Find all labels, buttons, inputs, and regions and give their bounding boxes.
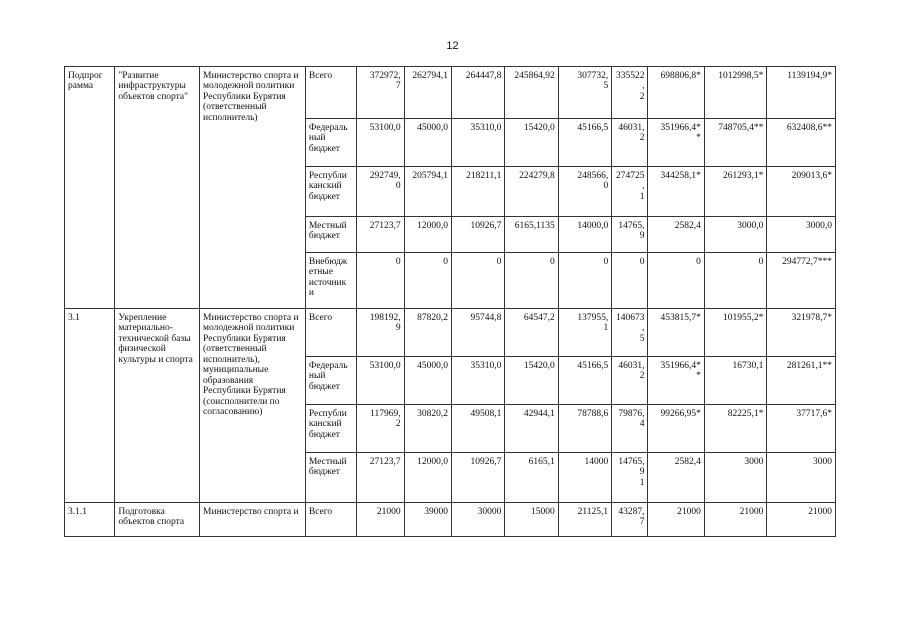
value-cell: 351966,4* * xyxy=(648,357,704,405)
funding-source-cell: Местный бюджет xyxy=(305,453,356,503)
value-cell: 79876,4 xyxy=(612,405,648,453)
funding-source-cell: Местный бюджет xyxy=(305,217,356,253)
value-cell: 14000,0 xyxy=(558,217,611,253)
value-cell: 248566, 0 xyxy=(558,167,611,217)
value-cell: 1012998,5* xyxy=(704,67,766,119)
page-number: 12 xyxy=(446,40,459,52)
value-cell: 14765,9 1 xyxy=(612,453,648,503)
value-cell: 198192, 9 xyxy=(357,309,404,357)
value-cell: 78788,6 xyxy=(558,405,611,453)
value-cell: 15420,0 xyxy=(505,119,558,167)
value-cell: 117969, 2 xyxy=(357,405,404,453)
value-cell: 45000,0 xyxy=(404,357,451,405)
value-cell: 245864,92 xyxy=(505,67,558,119)
value-cell: 21000 xyxy=(767,503,836,537)
value-cell: 16730,1 xyxy=(704,357,766,405)
program-code-cell: Подпрог рамма xyxy=(65,67,115,309)
value-cell: 209013,6* xyxy=(767,167,836,217)
value-cell: 0 xyxy=(404,253,451,309)
value-cell: 27123,7 xyxy=(357,453,404,503)
value-cell: 0 xyxy=(451,253,504,309)
value-cell: 321978,7* xyxy=(767,309,836,357)
value-cell: 39000 xyxy=(404,503,451,537)
value-cell: 45166,5 xyxy=(558,357,611,405)
value-cell: 6165,1 xyxy=(505,453,558,503)
value-cell: 0 xyxy=(558,253,611,309)
value-cell: 30000 xyxy=(451,503,504,537)
value-cell: 205794,1 xyxy=(404,167,451,217)
value-cell: 21000 xyxy=(704,503,766,537)
funding-source-cell: Федераль ный бюджет xyxy=(305,119,356,167)
value-cell: 30820,2 xyxy=(404,405,451,453)
program-name-cell: Укрепление материально-технической базы физической культуры и спорта xyxy=(115,309,200,503)
value-cell: 372972, 7 xyxy=(357,67,404,119)
value-cell: 632408,6** xyxy=(767,119,836,167)
value-cell: 351966,4* * xyxy=(648,119,704,167)
value-cell: 294772,7*** xyxy=(767,253,836,309)
value-cell: 15000 xyxy=(505,503,558,537)
funding-source-cell: Внебюдж етные источник и xyxy=(305,253,356,309)
value-cell: 218211,1 xyxy=(451,167,504,217)
value-cell: 274725, 1 xyxy=(612,167,648,217)
value-cell: 27123,7 xyxy=(357,217,404,253)
value-cell: 0 xyxy=(357,253,404,309)
value-cell: 335522, 2 xyxy=(612,67,648,119)
value-cell: 46031,2 xyxy=(612,119,648,167)
funding-source-cell: Всего xyxy=(305,503,356,537)
value-cell: 49508,1 xyxy=(451,405,504,453)
value-cell: 10926,7 xyxy=(451,217,504,253)
value-cell: 53100,0 xyxy=(357,119,404,167)
budget-table xyxy=(64,66,836,537)
funding-source-cell: Республи канский бюджет xyxy=(305,405,356,453)
value-cell: 43287,7 xyxy=(612,503,648,537)
value-cell: 344258,1* xyxy=(648,167,704,217)
value-cell: 42944,1 xyxy=(505,405,558,453)
value-cell: 12000,0 xyxy=(404,217,451,253)
funding-source-cell: Всего xyxy=(305,309,356,357)
value-cell: 46031,2 xyxy=(612,357,648,405)
value-cell: 64547,2 xyxy=(505,309,558,357)
value-cell: 21125,1 xyxy=(558,503,611,537)
value-cell: 3000 xyxy=(767,453,836,503)
value-cell: 0 xyxy=(704,253,766,309)
value-cell: 35310,0 xyxy=(451,119,504,167)
value-cell: 307732, 5 xyxy=(558,67,611,119)
value-cell: 95744,8 xyxy=(451,309,504,357)
value-cell: 3000,0 xyxy=(767,217,836,253)
value-cell: 14000 xyxy=(558,453,611,503)
table-row xyxy=(65,503,836,537)
value-cell: 14765,9 xyxy=(612,217,648,253)
value-cell: 15420,0 xyxy=(505,357,558,405)
executor-cell: Министерство спорта и молодежной политики Республики Бурятия (ответственный исполнитель) xyxy=(200,67,306,309)
funding-source-cell: Всего xyxy=(305,67,356,119)
value-cell: 3000 xyxy=(704,453,766,503)
value-cell: 10926,7 xyxy=(451,453,504,503)
program-code-cell: 3.1.1 xyxy=(65,503,115,537)
value-cell: 1139194,9* xyxy=(767,67,836,119)
program-code-cell: 3.1 xyxy=(65,309,115,503)
value-cell: 0 xyxy=(612,253,648,309)
value-cell: 21000 xyxy=(357,503,404,537)
value-cell: 45166,5 xyxy=(558,119,611,167)
table-row xyxy=(65,67,836,119)
value-cell: 101955,2* xyxy=(704,309,766,357)
value-cell: 82225,1* xyxy=(704,405,766,453)
value-cell: 140673, 5 xyxy=(612,309,648,357)
value-cell: 264447,8 xyxy=(451,67,504,119)
value-cell: 453815,7* xyxy=(648,309,704,357)
value-cell: 35310,0 xyxy=(451,357,504,405)
value-cell: 2582,4 xyxy=(648,453,704,503)
value-cell: 0 xyxy=(648,253,704,309)
value-cell: 292749, 0 xyxy=(357,167,404,217)
value-cell: 261293,1* xyxy=(704,167,766,217)
program-name-cell: Подготовка объектов спорта xyxy=(115,503,200,537)
table-row xyxy=(65,309,836,357)
value-cell: 87820,2 xyxy=(404,309,451,357)
funding-source-cell: Республи канский бюджет xyxy=(305,167,356,217)
value-cell: 281261,1** xyxy=(767,357,836,405)
value-cell: 45000,0 xyxy=(404,119,451,167)
value-cell: 748705,4** xyxy=(704,119,766,167)
value-cell: 21000 xyxy=(648,503,704,537)
value-cell: 0 xyxy=(505,253,558,309)
value-cell: 6165,1135 xyxy=(505,217,558,253)
program-name-cell: "Развитие инфраструктуры объектов спорта" xyxy=(115,67,200,309)
funding-source-cell: Федераль ный бюджет xyxy=(305,357,356,405)
value-cell: 53100,0 xyxy=(357,357,404,405)
value-cell: 37717,6* xyxy=(767,405,836,453)
value-cell: 99266,95* xyxy=(648,405,704,453)
executor-cell: Министерство спорта и молодежной политики Республики Бурятия (ответственный исполнитель), муниципальные образования Республики Бурятия (соисполнители по согласованию) xyxy=(200,309,306,503)
value-cell: 262794,1 xyxy=(404,67,451,119)
value-cell: 224279,8 xyxy=(505,167,558,217)
value-cell: 698806,8* xyxy=(648,67,704,119)
executor-cell: Министерство спорта и xyxy=(200,503,306,537)
value-cell: 3000,0 xyxy=(704,217,766,253)
value-cell: 2582,4 xyxy=(648,217,704,253)
value-cell: 137955, 1 xyxy=(558,309,611,357)
value-cell: 12000,0 xyxy=(404,453,451,503)
